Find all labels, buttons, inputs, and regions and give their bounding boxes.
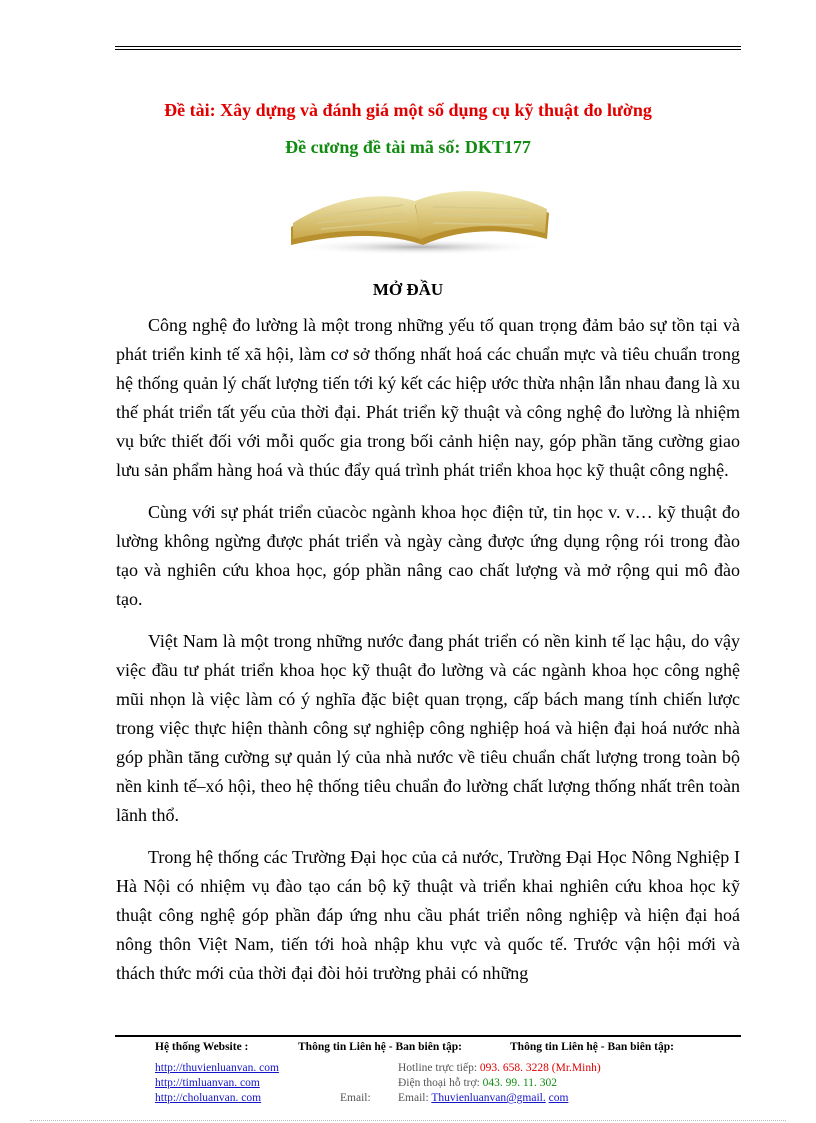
footer-email-label-left: Email: [340,1092,371,1104]
footer-websites-header: Hệ thống Website : [155,1041,249,1053]
hotline-value: 093. 658. 3228 (Mr.Minh) [479,1062,601,1074]
footer-rule [115,1035,741,1037]
header-rule-2 [115,49,741,50]
body-text [116,311,740,1001]
document-title: Đề tài: Xây dựng và đánh giá một số dụng cụ kỹ thuật đo lường [164,100,652,120]
header-rule-1 [115,46,741,47]
footer-contact-header-2: Thông tin Liên hệ - Ban biên tập: [510,1041,674,1053]
paragraph: Việt Nam là một trong những nước đang phát triển có nền kinh tế lạc hậu, do vậy việc đầu tư phát triển khoa học kỹ thuật đo lường và các ngành khoa học công nghệ mũi nhọn là việc làm có ý nghĩa đặc biệt quan trọng, cấp bách mang tính chiến lược trong việc thực hiện thành công sự nghiệp công nghiệp hoá và hiện đại hoá nước nhà góp phần tăng cường sự quản lý của nhà nước về tiêu chuẩn chất lượng trong toàn bộ nền kinh tế–xó hội, theo hệ thống tiêu chuẩn đo lường chất lượng thống nhất trên toàn lãnh thổ. [116,631,740,825]
footer-link-timluanvan[interactable]: http://timluanvan. com [155,1077,260,1089]
footer-contact-header: Thông tin Liên hệ - Ban biên tập: [298,1041,462,1053]
paragraph: Trong hệ thống các Trường Đại học của cả nước, Trường Đại Học Nông Nghiệp I Hà Nội có nhiệm vụ đào tạo cán bộ kỹ thuật và triển khai nghiên cứu khoa học kỹ thuật công nghệ góp phần đáp ứng nhu cầu phát triển nông nghiệp và hiện đại hoá nông thôn Việt Nam, tiến tới hoà nhập khu vực và quốc tế. Trước vận hội mới và thách thức mới của thời đại đòi hỏi trường phải có những [116,847,740,983]
open-book-icon [283,183,555,255]
paragraph: Cùng với sự phát triển củacòc ngành khoa học điện tử, tin học v. v… kỹ thuật đo lường không ngừng được phát triển và ngày càng được ứng dụng rộng rói trong đào tạo và nghiên cứu khoa học, góp phần nâng cao chất lượng và mở rộng qui mô đào tạo. [116,502,740,609]
phone-value: 043. 99. 11. 302 [482,1077,557,1089]
phone-label: Điện thoại hỗ trợ: [398,1077,480,1089]
hotline-label: Hotline trực tiếp: [398,1062,478,1074]
email-link[interactable]: Thuvienluanvan@gmail. [431,1092,546,1104]
page-edge [30,1120,786,1121]
email-link-suffix[interactable]: com [548,1092,569,1104]
email-label: Email: [398,1092,429,1104]
section-heading: MỞ ĐẦU [372,280,444,299]
page-footer [0,1041,816,1123]
document-subtitle: Đề cương đề tài mã số: DKT177 [285,137,531,157]
paragraph: Công nghệ đo lường là một trong những yếu tố quan trọng đảm bảo sự tồn tại và phát triển kinh tế xã hội, làm cơ sở thống nhất hoá các chuẩn mực và tiêu chuẩn trong hệ thống quản lý chất lượng tiến tới ký kết các hiệp ước thừa nhận lẫn nhau đang là xu thế phát triển tất yếu của thời đại. Phát triển kỹ thuật và công nghệ đo lường là nhiệm vụ bức thiết đối với mỗi quốc gia trong bối cảnh hiện nay, góp phần tăng cường giao lưu sản phẩm hàng hoá và thúc đẩy quá trình phát triển khoa học kỹ thuật công nghệ. [116,315,740,480]
footer-link-choluanvan[interactable]: http://choluanvan. com [155,1092,262,1104]
footer-link-thuvienluanvan[interactable]: http://thuvienluanvan. com [155,1062,279,1074]
